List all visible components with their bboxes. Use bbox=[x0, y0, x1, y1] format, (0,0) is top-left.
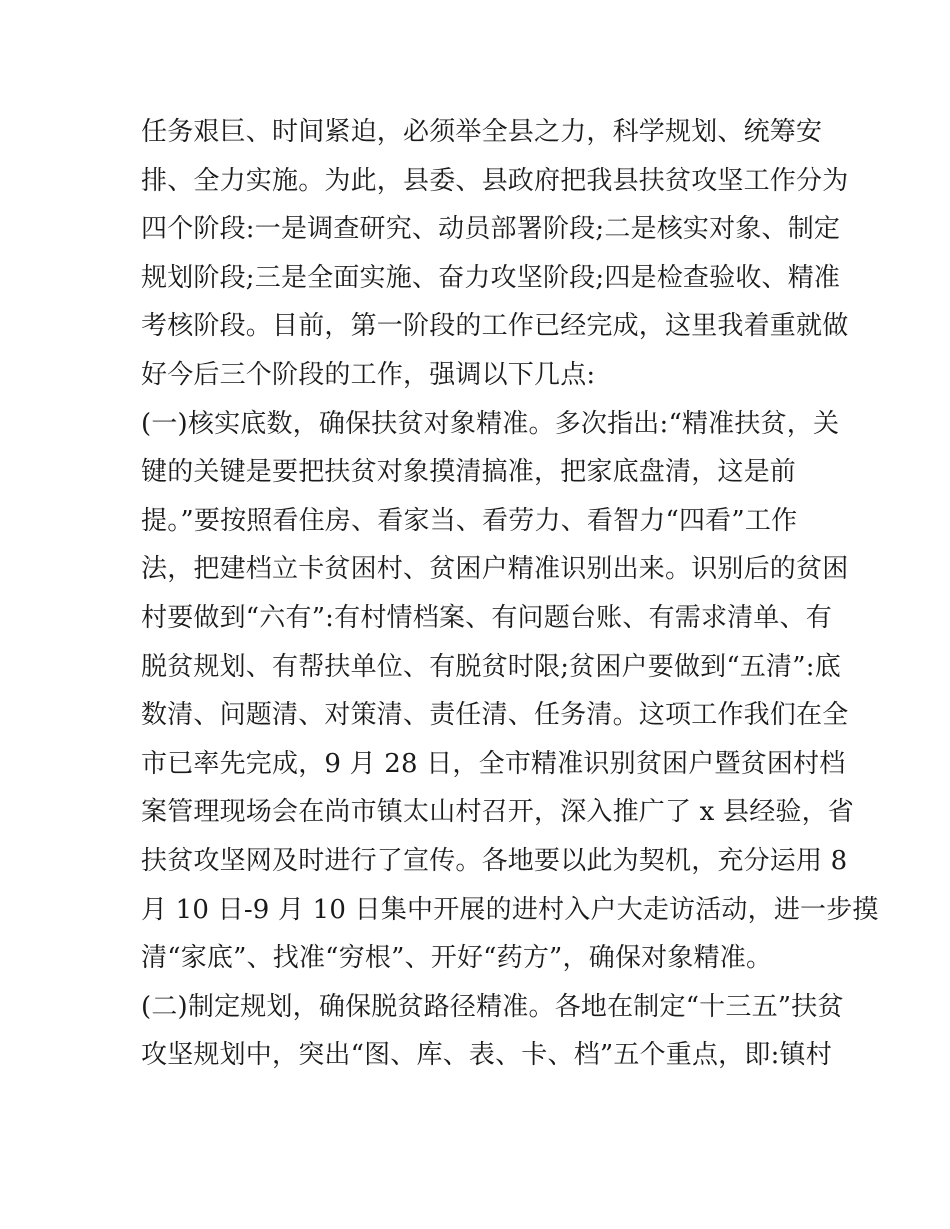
text-line-11: 村要做到“六有”:有村情档案、有问题台账、有需求清单、有 bbox=[141, 602, 832, 633]
text-line-17: 月 10 日-9 月 10 日集中开展的进村入户大走访活动，进一步摸 bbox=[141, 894, 879, 925]
text-line-14: 市已率先完成，9 月 28 日，全市精准识别贫困户暨贫困村档 bbox=[141, 748, 846, 779]
body-text bbox=[141, 108, 879, 1080]
text-line-5: 考核阶段。目前，第一阶段的工作已经完成，这里我着重就做 bbox=[141, 311, 849, 342]
text-line-20: 攻坚规划中，突出“图、库、表、卡、档”五个重点，即:镇村 bbox=[141, 1040, 832, 1071]
text-line-4: 规划阶段;三是全面实施、奋力攻坚阶段;四是检查验收、精准 bbox=[141, 262, 841, 293]
text-line-6: 好今后三个阶段的工作，强调以下几点: bbox=[141, 359, 596, 390]
section-heading-1: (一)核实底数，确保扶贫对象精准。多次指出:“精准扶贫，关 bbox=[141, 408, 840, 439]
text-line-10: 法，把建档立卡贫困村、贫困户精准识别出来。识别后的贫困 bbox=[141, 554, 849, 585]
text-line-3: 四个阶段:一是调查研究、动员部署阶段;二是核实对象、制定 bbox=[141, 214, 841, 245]
text-line-8: 键的关键是要把扶贫对象摸清搞准，把家底盘清，这是前 bbox=[141, 457, 797, 488]
text-line-2: 排、全力实施。为此，县委、县政府把我县扶贫攻坚工作分为 bbox=[141, 165, 849, 196]
text-line-16: 扶贫攻坚网及时进行了宣传。各地要以此为契机，充分运用 8 bbox=[141, 845, 848, 876]
text-line-12: 脱贫规划、有帮扶单位、有脱贫时限;贫困户要做到“五清”:底 bbox=[141, 651, 841, 682]
text-line-18: 清“家底”、找准“穷根”、开好“药方”，确保对象精准。 bbox=[141, 943, 773, 974]
text-line-1: 任务艰巨、时间紧迫，必须举全县之力，科学规划、统筹安 bbox=[141, 117, 823, 147]
text-line-13: 数清、问题清、对策清、责任清、任务清。这项工作我们在全 bbox=[141, 700, 849, 731]
section-heading-2: (二)制定规划，确保脱贫路径精准。各地在制定“十三五”扶贫 bbox=[141, 991, 844, 1022]
text-line-15: 案管理现场会在尚市镇太山村召开，深入推广了 x 县经验，省 bbox=[141, 797, 854, 828]
text-line-9: 提。”要按照看住房、看家当、看劳力、看智力“四看”工作 bbox=[141, 505, 798, 536]
